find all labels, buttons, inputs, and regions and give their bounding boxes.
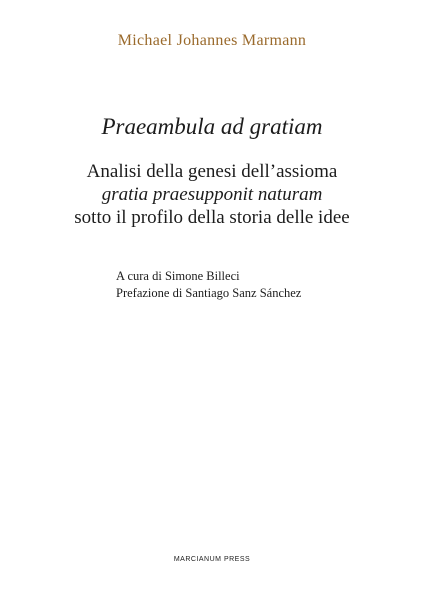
editor-credit: A cura di Simone Billeci: [116, 269, 240, 283]
subtitle-line-2: gratia praesupponit naturam: [101, 184, 323, 205]
subtitle-line-3: sotto il profilo della storia delle idee: [74, 207, 350, 228]
subtitle-line-1: Analisi della genesi dell’assioma: [86, 161, 338, 182]
preface-credit: Prefazione di Santiago Sanz Sánchez: [116, 286, 302, 300]
author-name: Michael Johannes Marmann: [117, 32, 307, 49]
book-subtitle: [0, 160, 424, 229]
publisher-name: MARCIANUM PRESS: [173, 556, 251, 563]
credits-block: [116, 268, 301, 302]
book-title: Praeambula ad gratiam: [101, 114, 323, 139]
